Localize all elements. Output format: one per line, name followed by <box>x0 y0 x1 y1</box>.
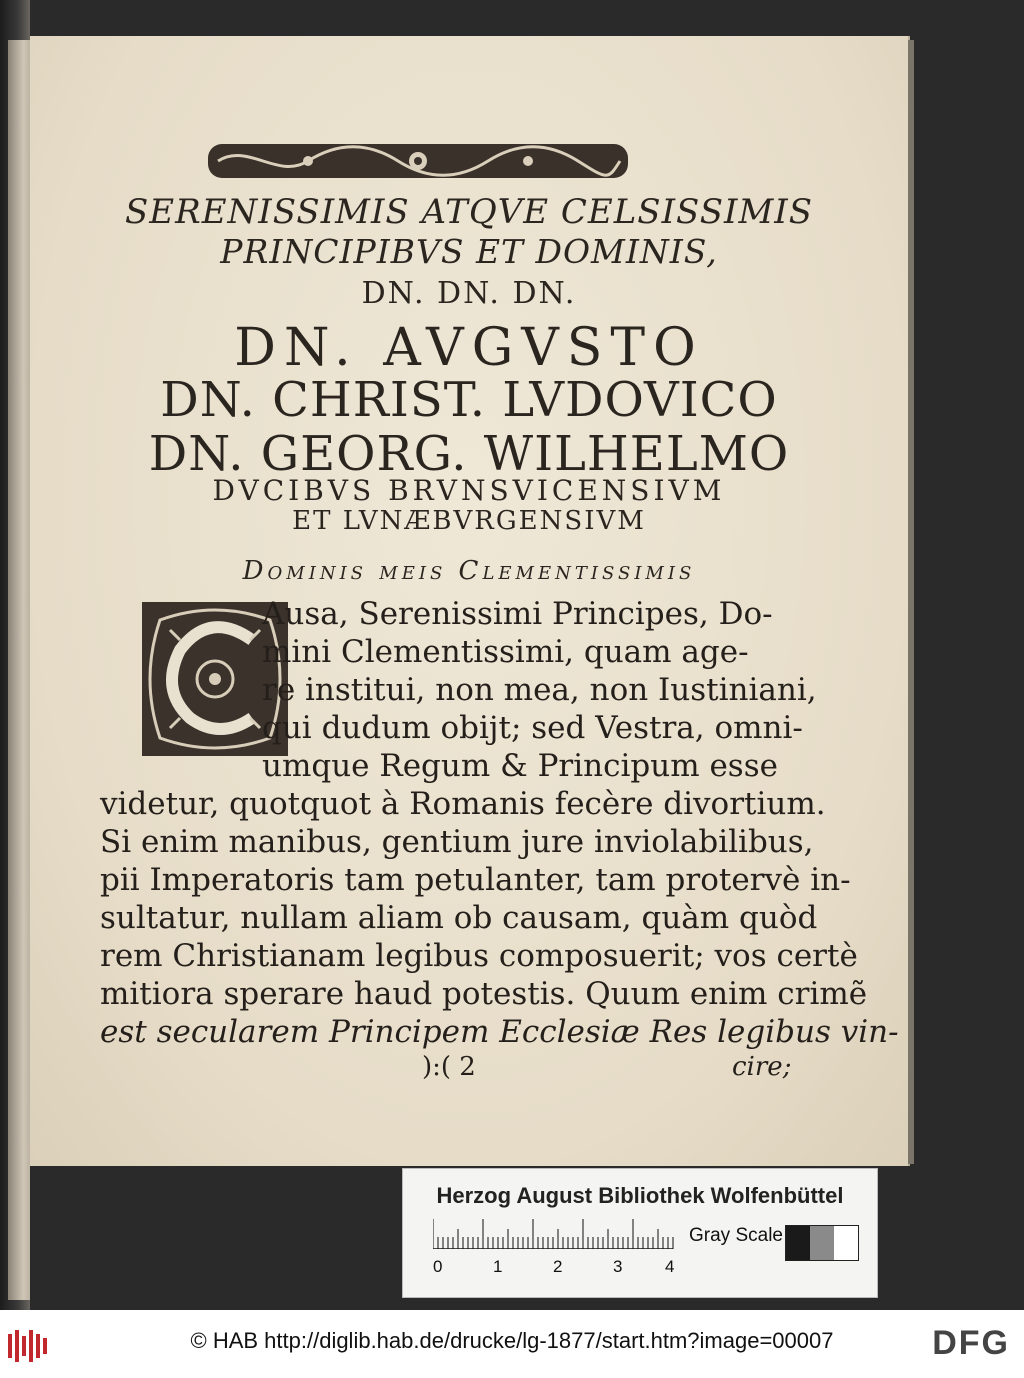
body-line: re institui, non mea, non Iustiniani, <box>262 672 817 708</box>
heading-line-3: DN. DN. DN. <box>361 276 577 311</box>
ruler-number: 0 <box>433 1257 443 1276</box>
swatch-light <box>834 1226 858 1260</box>
swatch-dark <box>786 1226 810 1260</box>
body-line: qui dudum obijt; sed Vestra, omni- <box>262 710 803 746</box>
body-line: videtur, quotquot à Romanis fecère divortium. <box>100 786 826 822</box>
gray-scale-swatches <box>785 1225 859 1261</box>
body-line: est secularem Principem Ecclesiæ Res legibus vin- <box>100 1014 899 1050</box>
swatch-mid <box>810 1226 834 1260</box>
body-line: mitiora sperare haud potestis. Quum enim crimẽ <box>100 976 868 1012</box>
body-line: Ausa, Serenissimi Principes, Do- <box>262 596 773 632</box>
body-line: pii Imperatoris tam petulanter, tam protervè in- <box>100 862 851 898</box>
ruler-number: 3 <box>613 1257 623 1276</box>
ruler-number: 1 <box>493 1257 503 1276</box>
heading-ludovico: DN. CHRIST. LVDOVICO <box>160 372 778 428</box>
heading-line-1: SERENISSIMIS ATQVE CELSISSIMIS <box>125 192 813 232</box>
body-line: sultatur, nullam aliam ob causam, quàm quòd <box>100 900 818 936</box>
heading-augusto: DN. AVGVSTO <box>234 318 704 378</box>
catchword: cire; <box>732 1052 792 1082</box>
book-page <box>30 36 908 1166</box>
copyright-link[interactable]: © HAB http://diglib.hab.de/drucke/lg-1877/start.htm?image=00007 <box>190 1328 834 1353</box>
body-line: rem Christianam legibus composuerit; vos certè <box>100 938 858 974</box>
gray-scale-label: Gray Scale <box>689 1225 783 1246</box>
color-calibration-card <box>402 1168 878 1298</box>
heading-line-2: PRINCIPIBVS ET DOMINIS, <box>220 232 718 271</box>
left-page-edge <box>8 40 30 1300</box>
library-name: Herzog August Bibliothek Wolfenbüttel <box>436 1183 844 1208</box>
heading-line-7: DVCIBVS BRVNSVICENSIVM <box>212 474 726 507</box>
dfg-logo: DFG <box>932 1324 1010 1362</box>
footer-bar <box>0 1310 1024 1378</box>
body-line: Si enim manibus, gentium jure inviolabilibus, <box>100 824 814 860</box>
ruler-number: 4 <box>665 1257 675 1276</box>
body-line: mini Clementissimi, quam age- <box>262 634 749 670</box>
heading-wilhelmo: DN. GEORG. WILHELMO <box>148 426 790 482</box>
heading-line-8: ET LVNÆBVRGENSIVM <box>292 506 646 536</box>
ruler-scale <box>433 1219 677 1249</box>
page-edge-shadow <box>908 40 914 1164</box>
ornament-headpiece <box>208 140 628 182</box>
body-line: umque Regum & Principum esse <box>262 748 778 784</box>
heading-dedication: Dominis meis Clementissimis <box>242 556 696 586</box>
ruler-number: 2 <box>553 1257 563 1276</box>
signature-mark: ):( 2 <box>422 1052 476 1082</box>
